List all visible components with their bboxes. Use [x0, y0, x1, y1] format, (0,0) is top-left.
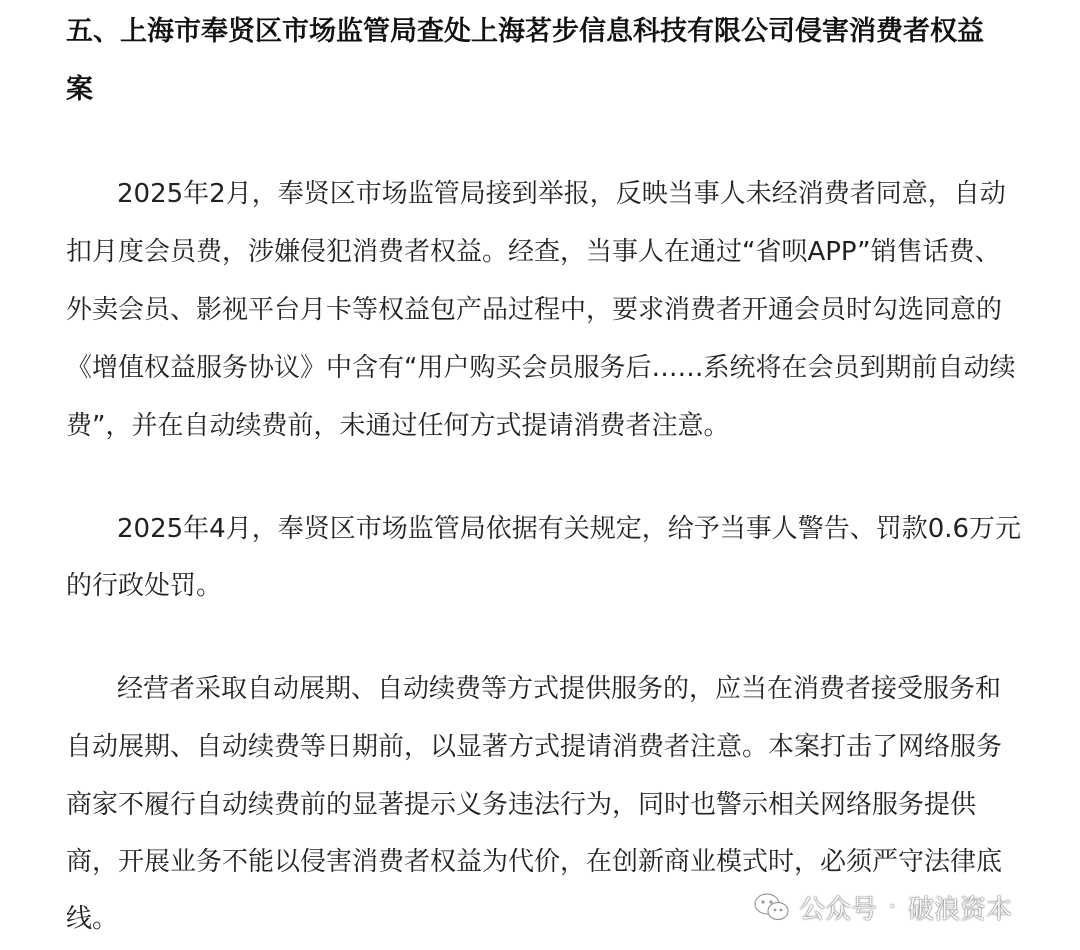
paragraph-line: 外卖会员、影视平台月卡等权益包产品过程中，要求消费者开通会员时勾选同意的	[66, 295, 1003, 325]
paragraph-line: 线。	[66, 904, 119, 934]
wechat-icon	[753, 891, 791, 923]
paragraph-line: 自动展期、自动续费等日期前，以显著方式提请消费者注意。本案打击了网络服务	[66, 732, 1003, 762]
paragraph-line: 扣月度会员费，涉嫌侵犯消费者权益。经查，当事人在通过“省呗APP”销售话费、	[66, 237, 1001, 267]
watermark-separator: ·	[889, 894, 897, 920]
watermark	[753, 884, 1012, 930]
paragraph-line: 商家不履行自动续费前的显著提示义务违法行为，同时也警示相关网络服务提供	[66, 790, 977, 820]
paragraph-line: 的行政处罚。	[66, 571, 223, 601]
article-title-line-2: 案	[66, 74, 93, 105]
paragraph-line: 费”，并在自动续费前，未通过任何方式提请消费者注意。	[66, 411, 730, 441]
paragraph-line: 2025年2月，奉贤区市场监管局接到举报，反映当事人未经消费者同意，自动	[117, 179, 1006, 209]
paragraph-line: 经营者采取自动展期、自动续费等方式提供服务的，应当在消费者接受服务和	[117, 674, 1002, 704]
watermark-account: 破浪资本	[908, 894, 1013, 925]
watermark-label: 公众号	[799, 894, 878, 925]
paragraph-line: 商，开展业务不能以侵害消费者权益为代价，在创新商业模式时，必须严守法律底	[66, 847, 1003, 877]
article-title-line-1: 五、上海市奉贤区市场监管局查处上海茗步信息科技有限公司侵害消费者权益	[66, 16, 984, 47]
paragraph-line: 2025年4月，奉贤区市场监管局依据有关规定，给予当事人警告、罚款0.6万元	[117, 514, 1022, 544]
paragraph-line: 《增值权益服务协议》中含有“用户购买会员服务后……系统将在会员到期前自动续	[66, 353, 1016, 383]
